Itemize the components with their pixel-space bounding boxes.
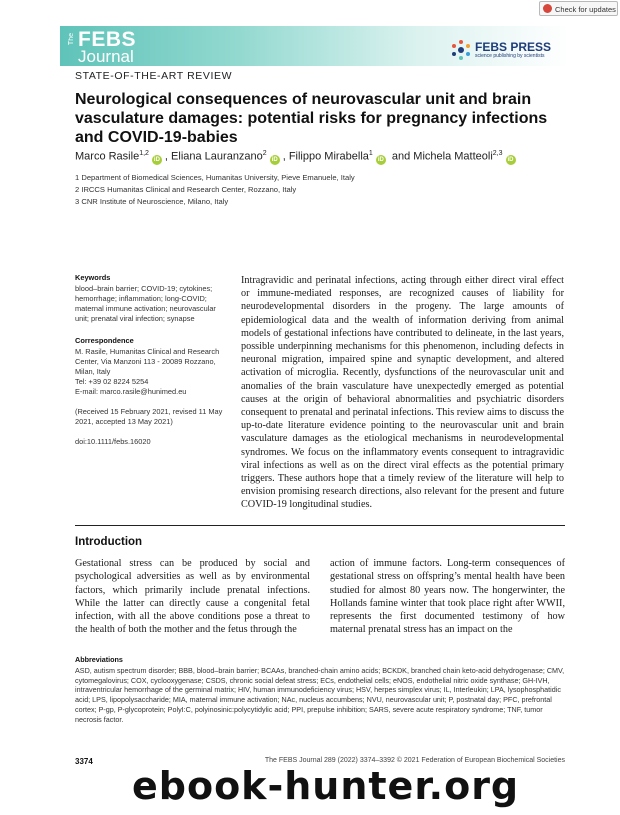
section-label: STATE-OF-THE-ART REVIEW [75, 70, 233, 82]
abbreviations-heading: Abbreviations [75, 655, 123, 664]
page-number: 3374 [75, 757, 93, 766]
author-affil-sup: 1 [368, 150, 373, 157]
introduction-heading: Introduction [75, 536, 143, 548]
correspondence-line: Center, Via Manzoni 113 - 20089 Rozzano, [75, 357, 216, 366]
publisher-tagline: science publishing by scientists [475, 53, 545, 59]
orcid-icon[interactable]: iD [377, 156, 384, 163]
correspondence-tel: Tel: +39 02 8224 5254 [75, 377, 149, 386]
abstract-text: Intragravidic and perinatal infections, acting through either direct viral effect or immune-mediated responses, are recognized causes of liability for neurodevelopmental disorders in the progeny. The large amounts of epidemiological data and the wealth of information deriving from animal models of gestational infections have contributed to delineate, in the last years, possible underpinning mechanisms for this phenomenon, including defects in neuronal migration, impaired spine and synaptic development, and altered activation of microglia. Recently, dysfunctions of the neurovascular unit and anomalies of the brain vasculature have unexpectedly emerged as potential causes at the origin of behavioral abnormalities and psychiatric disorders consequent to prenatal and perinatal infections. This review aims to discuss the up-to-date literature evidence pointing to the neurovascular unit and brain vasculature damages as the etiological mechanisms in neurodevelopmental syndromes. We focus on the inflammatory events consequent to intragravidic viral infections as well as on the direct viral effects as the potential primary triggers. These authors hope that a timely review of the literature will help to envision promising research directions, also relevant for the present and future COVID-19 longitudinal studies. [241, 275, 564, 511]
doi-link[interactable]: doi:10.1111/febs.16020 [75, 437, 151, 446]
keywords-text: blood–brain barrier; COVID-19; cytokines; hemorrhage; inflammation; long-COVID; maternal immune activation; neurovascular unit; prenatal viral infection; synapse [75, 284, 216, 323]
orcid-icon[interactable]: iD [153, 156, 160, 163]
correspondence-email[interactable]: E-mail: marco.rasile@hunimed.eu [75, 387, 187, 396]
author-separator: , [164, 150, 172, 163]
section-divider [75, 525, 565, 526]
correspondence-line: M. Rasile, Humanitas Clinical and Research [75, 347, 220, 356]
affiliation-2: 2 IRCCS Humanitas Clinical and Research Center, Rozzano, Italy [75, 185, 297, 194]
logo-the: The [68, 33, 75, 46]
article-sidebar [75, 273, 230, 447]
article-title: Neurological consequences of neurovascular unit and brain vasculature damages: potential risks for pregnancy infections and COVID-19-babies [75, 91, 548, 146]
author-name[interactable]: Michela Matteoli [413, 150, 493, 163]
intro-column-right: action of immune factors. Long-term consequences of gestational stress on offspring’s mental health have been studied for almost 80 years now. The hongerwinter, the Hollands famine winter that took place right after WWII, represents the first documented testimony of how maternal prenatal stress has an impact on the [330, 558, 565, 636]
author-affil-sup: 1,2 [139, 150, 149, 157]
author-list [75, 150, 595, 165]
correspondence-heading: Correspondence [75, 336, 134, 345]
author-affil-sup: 2 [262, 150, 267, 157]
footer-citation: The FEBS Journal 289 (2022) 3374–3392 © 2021 Federation of European Biochemical Societies [264, 757, 565, 764]
update-icon [543, 4, 552, 13]
author-separator: , [282, 150, 289, 163]
intro-column-left: Gestational stress can be produced by social and psychological adversities as well as by environmental factors, which primarily include prenatal infections. While the latter can directly cause a congenital fetal infection, with all the above conditions pose a threat to the health of both the mother and the fetus through the [75, 558, 310, 636]
orcid-icon[interactable]: iD [507, 156, 514, 163]
check-for-updates-label: Check for updates [555, 5, 616, 14]
received-dates: (Received 15 February 2021, revised 11 May 2021, accepted 13 May 2021) [75, 407, 223, 426]
correspondence-line: Milan, Italy [75, 367, 111, 376]
watermark: ebook-hunter.org [132, 764, 520, 808]
check-for-updates-button[interactable] [539, 1, 618, 16]
abbreviations-text: ASD, autism spectrum disorder; BBB, blood–brain barrier; BCAAs, branched-chain amino acids; BCKDK, branched chain keto-acid dehydrogenase; CMV, cytomegalovirus; COX, cyclooxygenase; CSDS, chronic social defeat stress; ECs, endothelial cells; eNOS, endothelial nitric oxide synthase; GH-IVH, intraventricular hemorrhage of the germinal matrix; HIV, human immunodeficiency virus; HSV, herpes simplex virus; IL, Interleukin; LPA, lysophosphatidic acid; LPS, lipopolysaccharide; MIA, maternal immune activation; NAc, nucleus accumbens; NVU, neurovascular unit; P, postnatal day; PFC, prefrontal cortex; P-gp, P-glycoprotein; PolyI:C, polyinosinic:polycytidylic acid; PPI, prepulse inhibition; SARS, severe acute respiratory syndrome; TNF, tumor necrosis factor. [75, 665, 565, 724]
author-separator: and [388, 150, 414, 163]
logo-febs: FEBS [78, 28, 137, 51]
affiliation-3: 3 CNR Institute of Neuroscience, Milano, Italy [75, 197, 229, 206]
orcid-icon[interactable]: iD [271, 156, 278, 163]
author-name[interactable]: Marco Rasile [75, 150, 140, 163]
author-affil-sup: 2,3 [492, 150, 503, 157]
abbreviations-block [75, 655, 565, 725]
publisher-name: FEBS PRESS [475, 40, 552, 54]
febs-press-icon [450, 39, 472, 61]
logo-journal: Journal [78, 47, 134, 66]
keywords-heading: Keywords [75, 273, 111, 282]
author-name[interactable]: Eliana Lauranzano [171, 150, 263, 163]
affiliation-1: 1 Department of Biomedical Sciences, Humanitas University, Pieve Emanuele, Italy [75, 173, 355, 182]
author-name[interactable]: Filippo Mirabella [288, 150, 369, 163]
